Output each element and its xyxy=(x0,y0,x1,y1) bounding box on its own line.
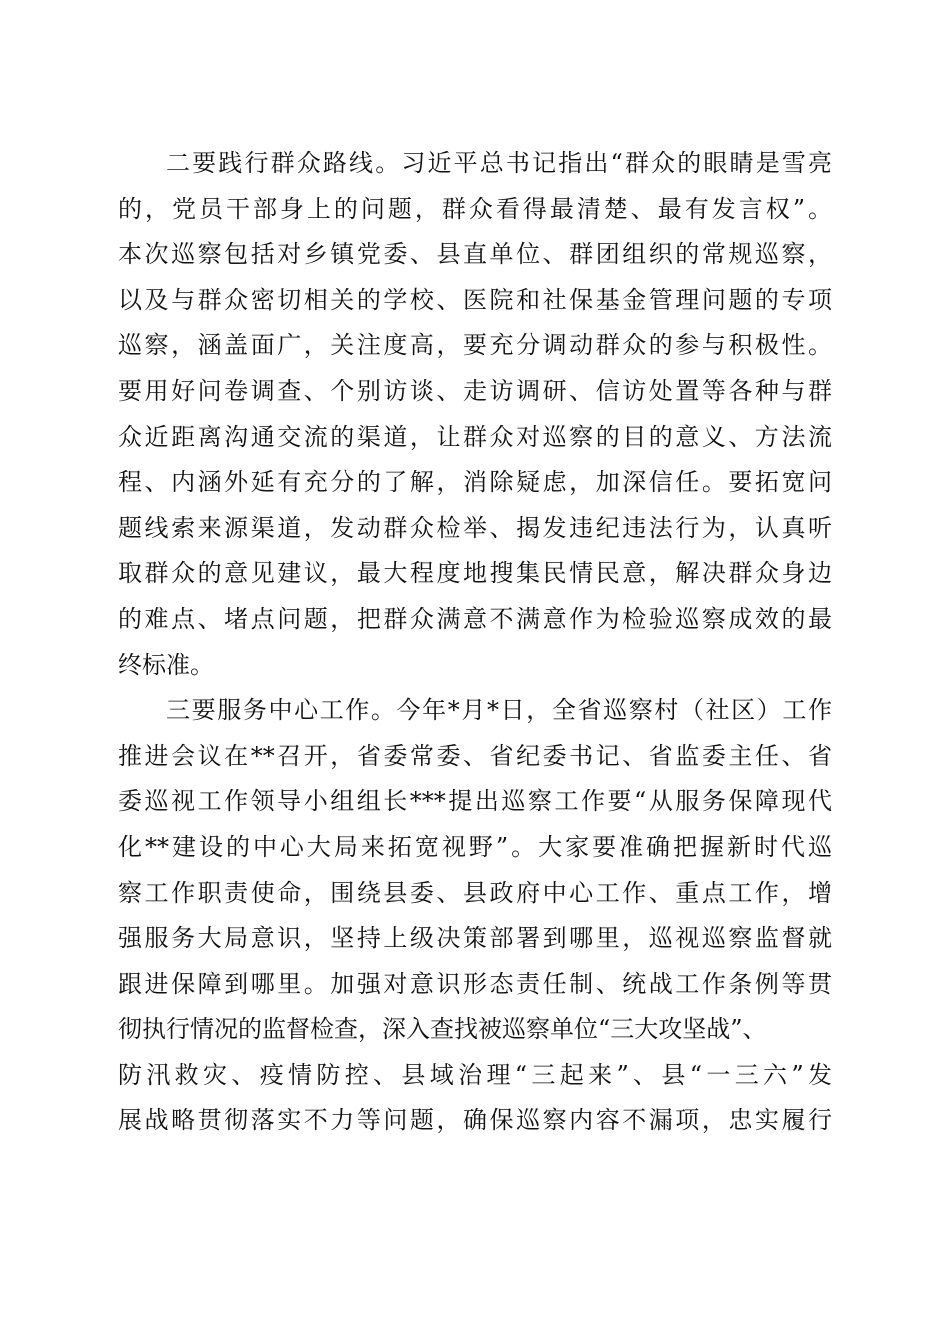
paragraph-line: 以及与群众密切相关的学校、医院和社保基金管理问题的专项 xyxy=(118,285,832,314)
paragraph-line: 跟进保障到哪里。加强对意识形态责任制、统战工作条例等贯 xyxy=(118,969,832,998)
paragraph-line: 取群众的意见建议，最大程度地搜集民情民意，解决群众身边 xyxy=(118,559,832,588)
paragraph-mass-line xyxy=(118,141,832,688)
paragraph-line: 委巡视工作领导小组组长***提出巡察工作要“从服务保障现代 xyxy=(118,787,832,816)
paragraph-line: 二要践行群众路线。习近平总书记指出“群众的眼睛是雪亮 xyxy=(166,149,832,177)
paragraph-line: 的，党员干部身上的问题，群众看得最清楚、最有发言权”。 xyxy=(118,194,832,223)
paragraph-line: 本次巡察包括对乡镇党委、县直单位、群团组织的常规巡察， xyxy=(118,240,832,269)
paragraph-line: 巡察，涵盖面广，关注度高，要充分调动群众的参与积极性。 xyxy=(118,331,832,360)
paragraph-line: 推进会议在**召开，省委常委、省纪委书记、省监委主任、省 xyxy=(118,741,832,770)
paragraph-central-work xyxy=(118,688,832,1144)
paragraph-line: 化**建设的中心大局来拓宽视野”。大家要准确把握新时代巡 xyxy=(118,832,832,861)
paragraph-line: 终标准。 xyxy=(118,650,214,679)
paragraph-line: 众近距离沟通交流的渠道，让群众对巡察的目的意义、方法流 xyxy=(118,422,832,451)
paragraph-line: 察工作职责使命，围绕县委、县政府中心工作、重点工作，增 xyxy=(118,878,832,907)
paragraph-line: 程、内涵外延有充分的了解，消除疑虑，加深信任。要拓宽问 xyxy=(118,468,832,497)
paragraph-line: 题线索来源渠道，发动群众检举、揭发违纪违法行为，认真听 xyxy=(118,513,832,542)
paragraph-line: 强服务大局意识，坚持上级决策部署到哪里，巡视巡察监督就 xyxy=(118,924,832,953)
paragraph-line: 展战略贯彻落实不力等问题，确保巡察内容不漏项，忠实履行 xyxy=(118,1106,832,1135)
paragraph-line: 三要服务中心工作。今年*月*日，全省巡察村（社区）工作 xyxy=(166,696,832,725)
paragraph-line: 彻执行情况的监督检查，深入查找被巡察单位“三大攻坚战”、 xyxy=(118,1015,767,1044)
paragraph-line: 的难点、堵点问题，把群众满意不满意作为检验巡察成效的最 xyxy=(118,604,832,633)
document-body xyxy=(118,141,832,1144)
paragraph-line: 要用好问卷调查、个别访谈、走访调研、信访处置等各种与群 xyxy=(118,376,832,405)
paragraph-line: 防汛救灾、疫情防控、县域治理“三起来”、县“一三六”发 xyxy=(118,1060,832,1089)
